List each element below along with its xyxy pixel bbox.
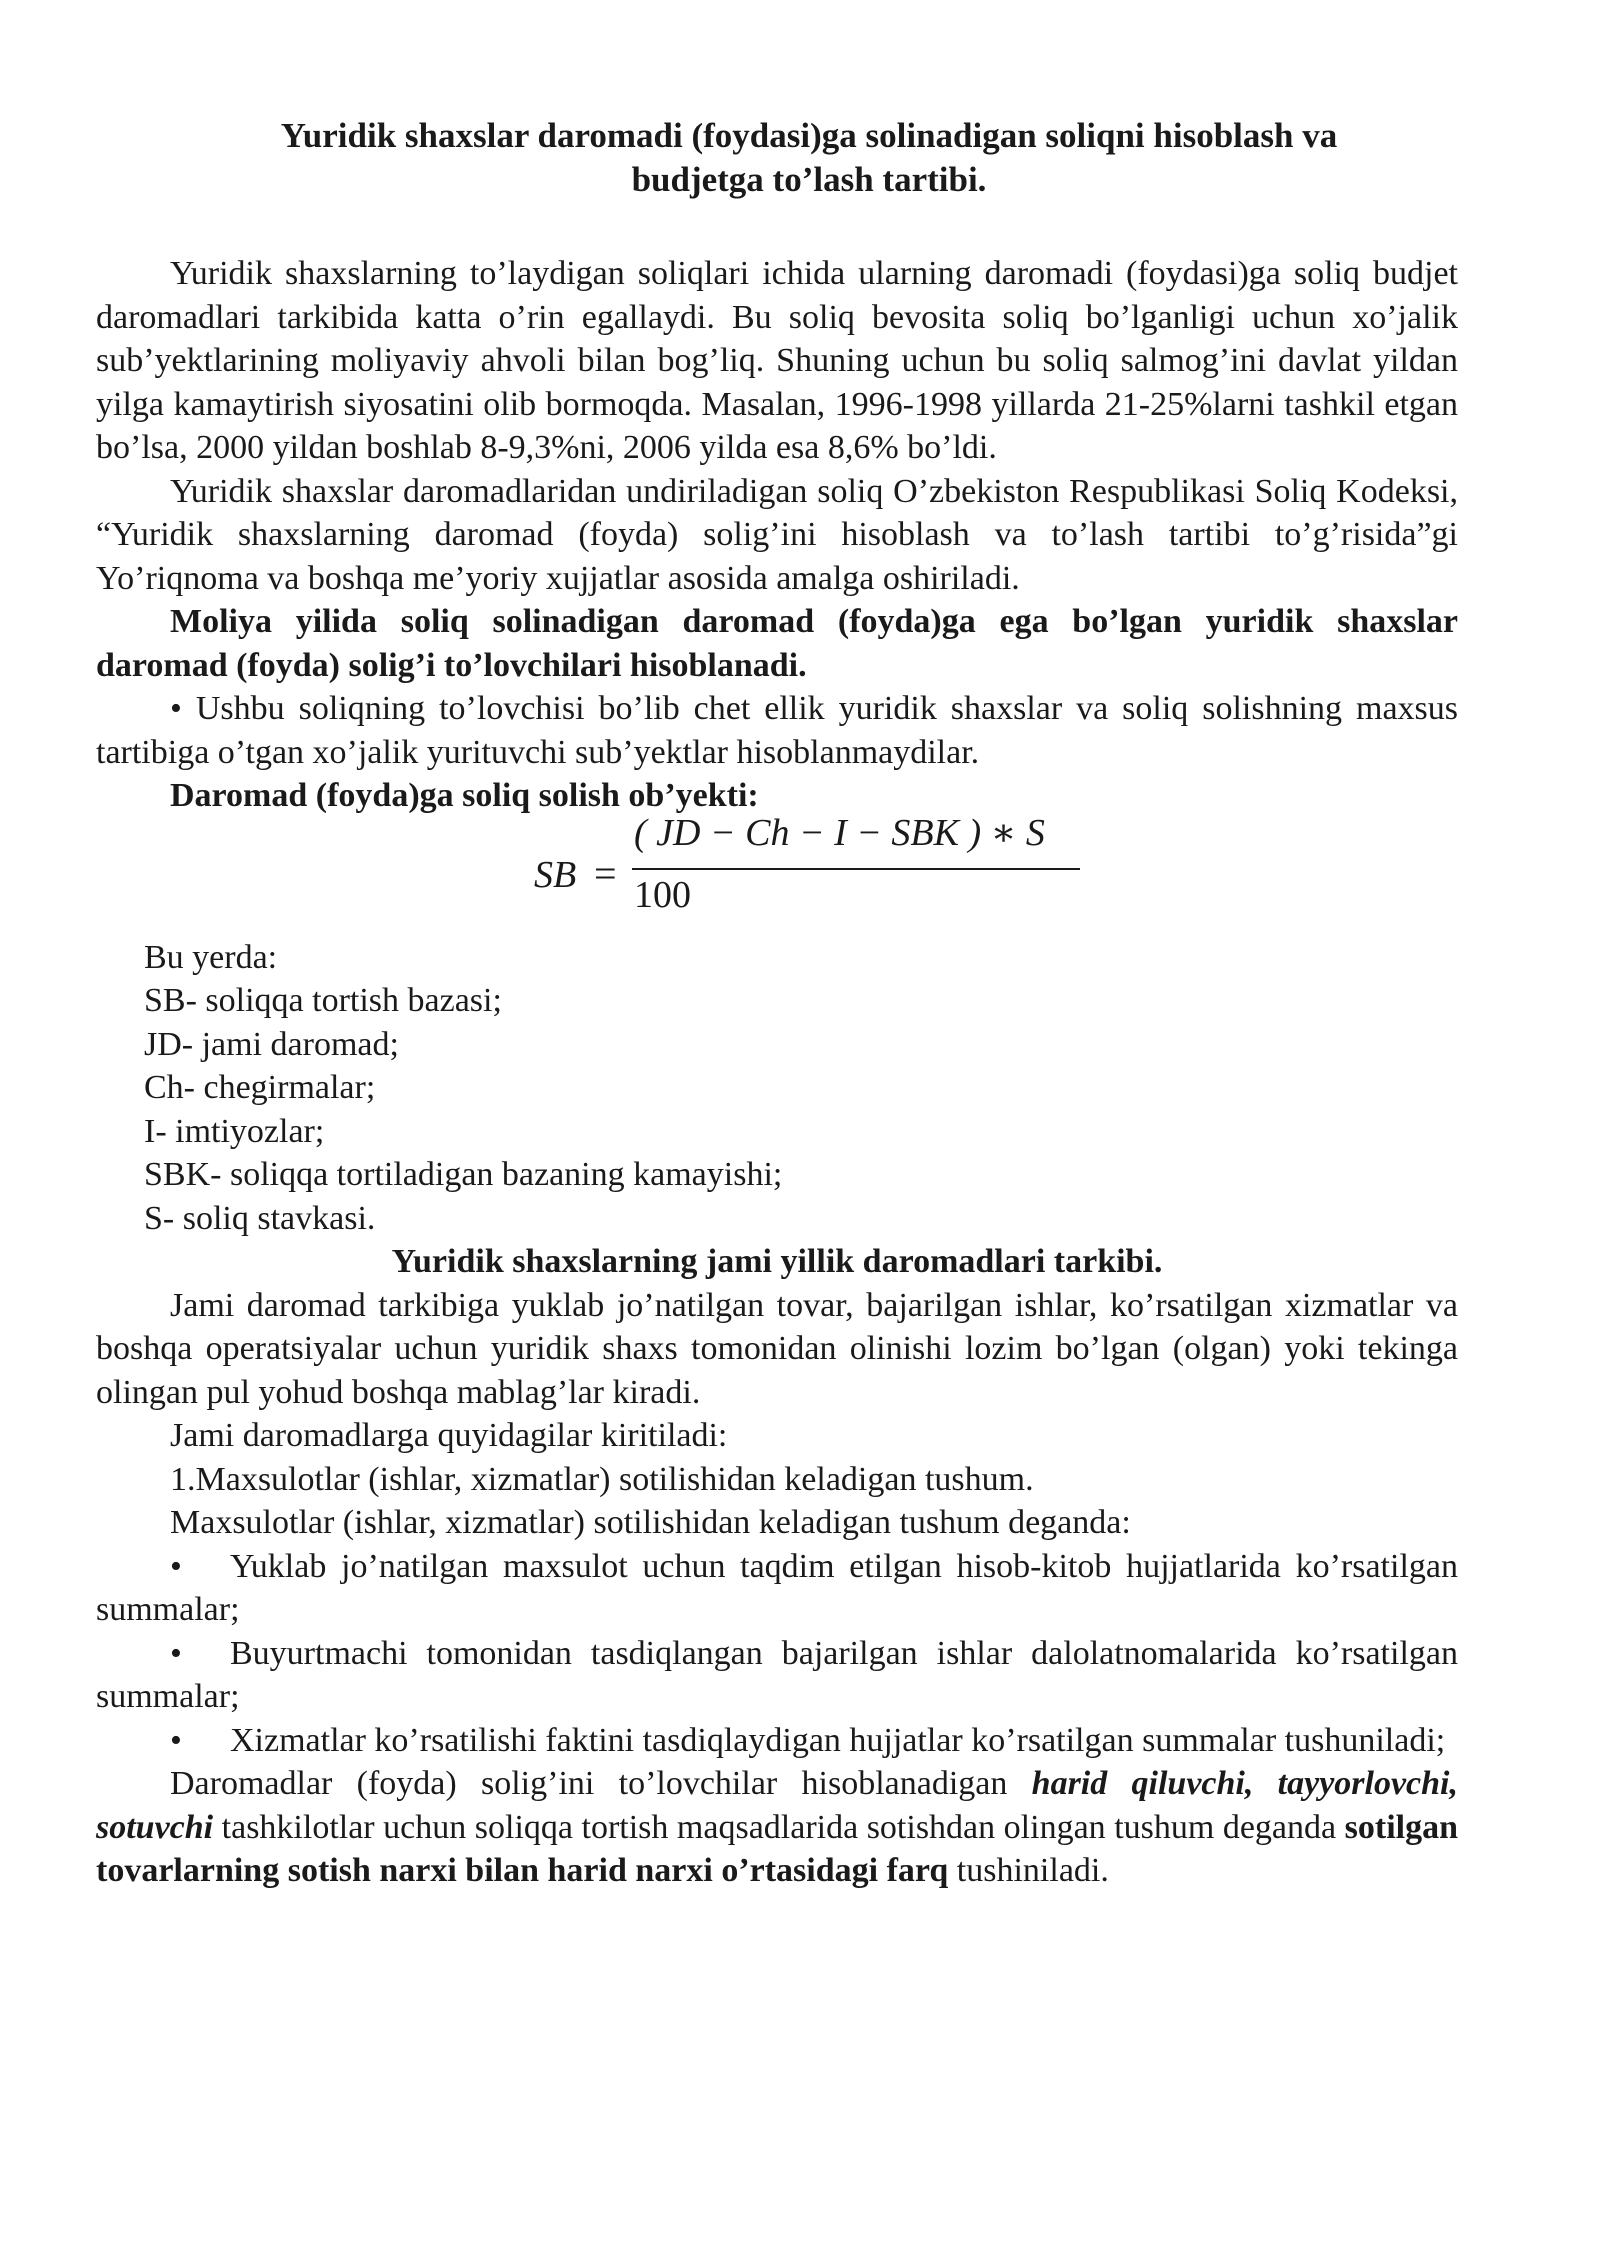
- text-run: tushiniladi.: [948, 1852, 1109, 1889]
- section-heading: Yuridik shaxslarning jami yillik daromadlari tarkibi.: [391, 1243, 1163, 1280]
- paragraph-revenue-definition: Maxsulotlar (ishlar, xizmatlar) sotilishidan keladigan tushum deganda:: [170, 1504, 1131, 1541]
- definitions-list: [96, 936, 1458, 1241]
- text-run: tashkilotlar uchun soliqqa tortish maqsadlarida sotishdan olingan tushum deganda: [213, 1808, 1345, 1846]
- bullet-icon: •: [170, 690, 182, 727]
- paragraph-taxpayers: Moliya yilida soliq solinadigan daromad (foyda)ga ega bo’lgan yuridik shaxslar daromad (foyda) solig’i to’lovchilari hisoblanadi.: [96, 603, 1458, 684]
- definition-item: SBK- soliqqa tortiladigan bazaning kamayishi;: [144, 1156, 783, 1193]
- definition-item: Bu yerda:: [144, 938, 278, 976]
- formula: [96, 811, 1458, 936]
- bullet-icon: •: [170, 1547, 182, 1585]
- document-body: [96, 252, 1458, 1893]
- definition-item: I- imtiyozlar;: [144, 1112, 325, 1150]
- text-run-bold: sotilgan tovarlarning sotish narxi bilan harid narxi o’rtasidagi farq: [96, 1808, 1458, 1889]
- formula-equals: =: [594, 850, 617, 896]
- paragraph-legal-basis: Yuridik shaxslar daromadlaridan undiriladigan soliq O’zbekiston Respublikasi Soliq Kodeksi, “Yuridik shaxslarning daromad (foyda) solig’ini hisoblash va to’lash tartibi to’g’risida”gi Yo’riqnoma va boshqa me’yoriy xujjatlar asosida amalga oshiriladi.: [96, 472, 1458, 597]
- title-line-2: budjetga to’lash tartibi.: [631, 160, 987, 199]
- formula-fraction-bar: [632, 868, 1080, 870]
- bullet-item: [96, 1545, 1458, 1632]
- bullet-item-text: Buyurtmachi tomonidan tasdiqlangan bajarilgan ishlar dalolatnomalarida ko’rsatilgan summalar;: [96, 1634, 1458, 1715]
- text-run: Daromadlar (foyda) solig’ini to’lovchilar hisoblanadigan: [170, 1765, 1032, 1802]
- definition-item: Ch- chegirmalar;: [144, 1069, 376, 1106]
- paragraph-exclusions: [96, 687, 1458, 774]
- paragraph-intro: Yuridik shaxslarning to’laydigan soliqlari ichida ularning daromadi (foydasi)ga soliq budjet daromadlari tarkibida katta o’rin egallaydi. Bu soliq bevosita soliq bo’lganligi uchun xo’jalik sub’yektlarining moliyaviy ahvoli bilan bog’liq. Shuning uchun bu soliq salmog’ini davlat yildan yilga kamaytirish siyosatini olib bormoqda. Masalan, 1996-1998 yillarda 21-25%larni tashkil etgan bo’lsa, 2000 yildan boshlab 8-9,3%ni, 2006 yilda esa 8,6% bo’ldi.: [96, 255, 1458, 466]
- definition-item: SB- soliqqa tortish bazasi;: [144, 982, 502, 1019]
- definition-item: S- soliq stavkasi.: [144, 1199, 376, 1237]
- bullet-icon: •: [170, 1721, 182, 1759]
- title-line-1: Yuridik shaxslar daromadi (foydasi)ga solinadigan soliqni hisoblash va: [280, 116, 1338, 155]
- bullet-item: [96, 1719, 1458, 1763]
- paragraph-exclusions-text: Ushbu soliqning to’lovchisi bo’lib chet ellik yuridik shaxslar va soliq solishning maxsus tartibiga o’tgan xo’jalik yurituvchi sub’yektlar hisoblanmaydilar.: [96, 690, 1459, 771]
- object-heading: Daromad (foyda)ga soliq solish ob’yekti:: [170, 777, 759, 814]
- document-title: [150, 114, 1468, 202]
- bullet-icon: •: [170, 1634, 182, 1672]
- paragraph-total-income: Jami daromad tarkibiga yuklab jo’natilgan tovar, bajarilgan ishlar, ko’rsatilgan xizmatlar va boshqa operatsiyalar uchun yuridik shaxs tomonidan olinishi lozim bo’lgan (olgan) yoki tekinga olingan pul yohud boshqa mablag’lar kiradi.: [96, 1286, 1458, 1411]
- bullet-item: [96, 1632, 1458, 1719]
- paragraph-trade-revenue: [96, 1762, 1458, 1893]
- definition-item: JD- jami daromad;: [144, 1025, 399, 1063]
- bullet-item-text: Yuklab jo’natilgan maxsulot uchun taqdim etilgan hisob-kitob hujjatlarida ko’rsatilgan summalar;: [96, 1547, 1458, 1628]
- paragraph-numbered-item: 1.Maxsulotlar (ishlar, xizmatlar) sotilishidan keladigan tushum.: [170, 1460, 1034, 1498]
- bullet-item-text: Xizmatlar ko’rsatilishi faktini tasdiqlaydigan hujjatlar ko’rsatilgan summalar tushuniladi;: [230, 1721, 1446, 1759]
- formula-numerator: ( JD − Ch − I − SBK ) ∗ S: [634, 811, 1045, 854]
- formula-denominator: 100: [634, 873, 691, 916]
- formula-lhs: SB: [534, 853, 577, 896]
- text-run-bold-italic: harid qiluvchi, tayyorlovchi, sotuvchi: [96, 1765, 1458, 1846]
- paragraph-included: Jami daromadlarga quyidagilar kiritiladi:: [170, 1417, 728, 1454]
